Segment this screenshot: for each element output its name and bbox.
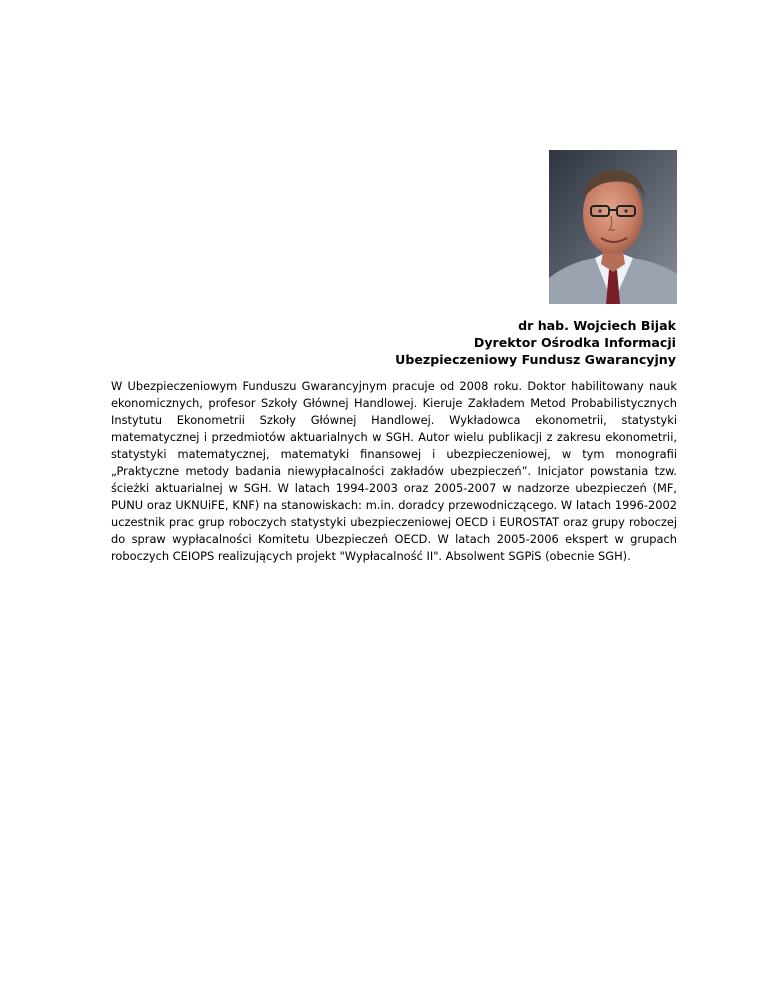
biography-paragraph: W Ubezpieczeniowym Funduszu Gwarancyjnym pracuje od 2008 roku. Doktor habilitowany nauk ekonomicznych, profesor Szkoły Głównej Handlowej. Kieruje Zakładem Metod Probabilistycznych Instytutu Ekonometrii Szkoły Głównej Handlowej. Wykładowca ekonometrii, statystyki matematycznej i przedmiotów aktuarialnych w SGH. Autor wielu publikacji z zakresu ekonometrii, statystyki matematycznej, matematyki finansowej i ubezpieczeniowej, w tym monografii „Praktyczne metody badania niewypłacalności zakładów ubezpieczeń”. Inicjator powstania tzw. ścieżki aktuarialnej w SGH. W latach 1994-2003 oraz 2005-2007 w nadzorze ubezpieczeń (MF, PUNU oraz UKNUiFE, KNF) na stanowiskach: m.in. doradcy przewodniczącego. W latach 1996-2002 uczestnik prac grup roboczych statystyki ubezpieczeniowej OECD i EUROSTAT oraz grupy roboczej do spraw wypłacalności Komitetu Ubezpieczeń OECD. W latach 2005-2006 ekspert w grupach roboczych CEIOPS realizujących projekt "Wypłacalność II". Absolwent SGPiS (obecnie SGH). (111, 379, 677, 563)
portrait-photo-icon (549, 150, 677, 304)
signature-block (116, 317, 676, 368)
person-organization: Ubezpieczeniowy Fundusz Gwarancyjny (395, 352, 676, 367)
portrait-photo (549, 150, 677, 304)
person-name: dr hab. Wojciech Bijak (518, 318, 676, 333)
person-position: Dyrektor Ośrodka Informacji (473, 335, 676, 350)
